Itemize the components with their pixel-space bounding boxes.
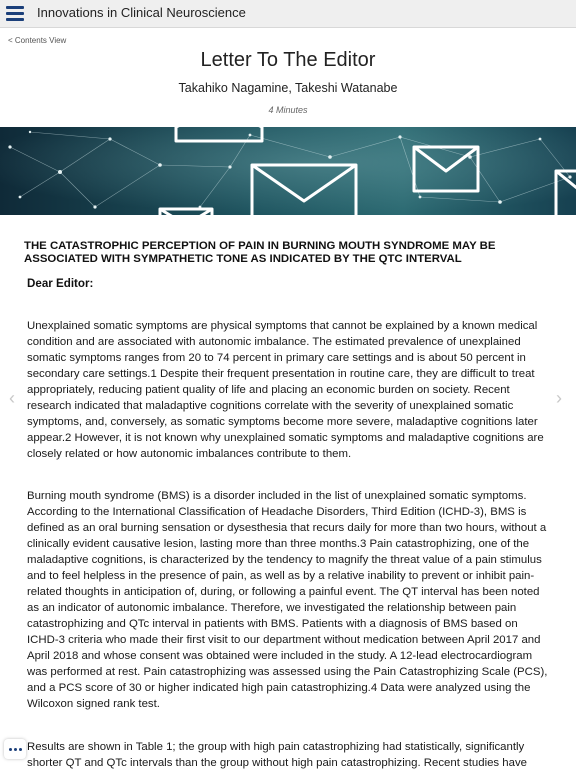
body-paragraph: Results are shown in Table 1; the group with high pain catastrophizing had statistically, significantly shorter QT and QTc intervals than the group without high pain catastrophizing. Recent studies have: [27, 741, 527, 769]
top-app-bar: [0, 0, 576, 28]
app-title: Innovations in Clinical Neuroscience: [37, 5, 246, 20]
chevron-left-icon[interactable]: ‹: [9, 388, 15, 408]
ellipsis-icon[interactable]: [4, 739, 26, 759]
body-paragraph: Unexplained somatic symptoms are physical symptoms that cannot be explained by a known medical condition and are associated with autonomic imbalance. The estimated prevalence of unexplained somatic symptoms ranges from 20 to 74 percent in primary care settings and is about 50 percent in secondary care settings.1 Despite their frequent presentation in routine care, they are difficult to treat appropriately, reducing patient quality of life and placing an economic burden on society. Recent research indicated that maladaptive cognitions correlate with the severity of unexplained somatic symptoms, and, conversely, as somatic symptoms become more severe, maladaptive cognitions later appear.2 However, it is not known why unexplained somatic symptoms and maladaptive cognitions are closely related or how autonomic imbalances contribute to them.: [27, 320, 544, 460]
envelopes-network-banner: [0, 127, 576, 215]
article-heading: THE CATASTROPHIC PERCEPTION OF PAIN IN BURNING MOUTH SYNDROME MAY BE ASSOCIATED WITH SYMPATHETIC TONE AS INDICATED BY THE QTC INTERVAL: [24, 240, 496, 265]
hamburger-menu-icon[interactable]: [6, 6, 24, 21]
read-time: 4 Minutes: [268, 105, 308, 115]
body-paragraph: Burning mouth syndrome (BMS) is a disorder included in the list of unexplained somatic symptoms. According to the International Classification of Headache Disorders, Third Edition (ICHD-3), BMS is defined as an oral burning sensation or dysesthesia that recurs daily for more than two hours, without a clinically evident causative lesion, lasting more than three months.3 Pain catastrophizing, one of the maladaptive cognitions, is characterized by the tendency to magnify the threat value of a pain stimulus and to feel helpless in the presence of pain, as well as by a relative inability to prevent or inhibit pain-related thoughts in anticipation of, during, or following a painful event. The QT interval has been noted as an indicator of autonomic imbalance. Therefore, we investigated the relationship between pain catastrophizing and QTc interval in patients with BMS. Patients with a diagnosis of BMS based on ICHD-3 criteria who made their first visit to our department without medication between April 2017 and April 2018 and whose consent was obtained were included in the study. A 12-lead electrocardiogram was performed at rest. Pain catastrophizing was assessed using the Pain Catastrophizing Scale (PCS), and a PCS score of 30 or higher indicated high pain catastrophizing.4 Data were analyzed using the Wilcoxon signed rank test.: [27, 490, 548, 710]
article-authors: Takahiko Nagamine, Takeshi Watanabe: [178, 81, 398, 95]
contents-view-link[interactable]: < Contents View: [8, 36, 67, 45]
salutation: Dear Editor:: [27, 277, 94, 290]
article-title: Letter To The Editor: [200, 49, 376, 71]
chevron-right-icon[interactable]: ›: [556, 388, 562, 408]
